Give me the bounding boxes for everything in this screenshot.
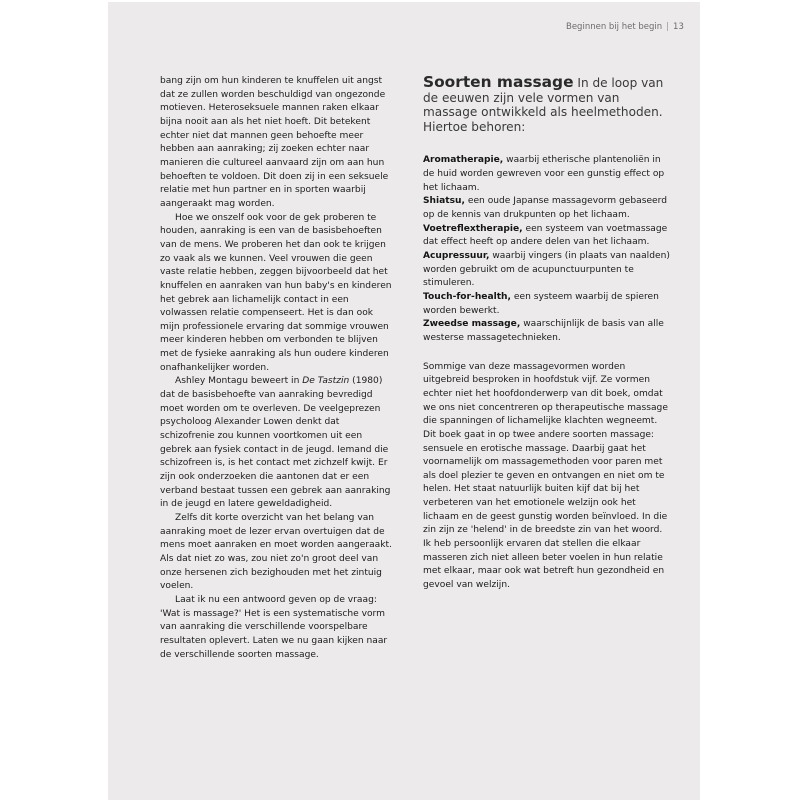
massage-description: waarbij vingers (in plaats van naalden) worden gebruikt om de acupunctuurpunten te stimuleren. <box>423 250 670 289</box>
list-item <box>423 250 673 291</box>
massage-description: een oude Japanse massagevorm gebaseerd op de kennis van drukpunten op het lichaam. <box>423 196 667 220</box>
massage-term: Touch-for-health, <box>423 291 511 302</box>
paragraph: bang zijn om hun kinderen te knuffelen uit angst dat ze zullen worden beschuldigd van ongezonde motieven. Heteroseksuele mannen raken elkaar bijna nooit aan als het niet hoeft. Dit betekent echter niet dat mannen geen behoefte meer hebben aan aanraking; zij zoeken echter naar manieren die cultureel aanvaard zijn om aan hun behoeften te voldoen. Dit doen zij in een seksuele relatie met hun partner en in sporten waarbij aangeraakt mag worden. <box>160 76 389 209</box>
paragraph: Hoe we onszelf ook voor de gek proberen te houden, aanraking is een van de basisbehoeften van de mens. We proberen het dan ook te krijgen zo vaak als we kunnen. Veel vrouwen die geen vaste relatie hebben, zeggen bijvoorbeeld dat het knuffelen en aanraken van hun baby's en kinderen het gebrek aan lichamelijk contact in een volwassen relatie compenseert. Het is dan ook mijn professionele ervaring dat sommige vrouwen meer kinderen hebben om verbonden te blijven met de fysieke aanraking als hun oudere kinderen onafhankelijker worden. <box>160 212 392 373</box>
paragraph: Laat ik nu een antwoord geven op de vraag: 'Wat is massage?' Het is een systematische vorm van aanraking die verschillende voorspelbare resultaten oplevert. Laten we nu gaan kijken naar de verschillende soorten massage. <box>160 594 388 660</box>
list-item <box>423 223 673 250</box>
massage-description: waarschijnlijk de basis van alle westerse massagetechnieken. <box>423 319 664 343</box>
left-column <box>160 75 392 662</box>
massage-term: Voetreflextherapie, <box>423 223 523 234</box>
massage-term: Acupressuur, <box>423 250 490 261</box>
massage-description: een systeem waarbij de spieren worden bewerkt. <box>423 291 659 316</box>
right-column <box>423 75 673 593</box>
section-lead: In de loop van de eeuwen zijn vele vormen van massage ontwikkeld als heelmethoden. Hiertoe behoren: <box>423 76 664 134</box>
right-body <box>423 361 673 593</box>
massage-term: Shiatsu, <box>423 196 465 207</box>
page-number: 13 <box>673 22 684 32</box>
running-header <box>566 22 684 32</box>
paragraph <box>160 375 392 512</box>
paragraph-text: (1980) dat de basisbehoefte van aanraking bevredigd moet worden om te overleven. De veelgeprezen psycholoog Alexander Lowen denkt dat schizofrenie zou kunnen voortkomen uit een gebrek aan fysiek contact in de jeugd. Iemand die schizofreen is, is het contact met zichzelf kwijt. Er zijn ook onderzoeken die aantonen dat er een verband bestaat tussen een gebrek aan aanraking in de jeugd en latere geweldadigheid. <box>160 376 391 510</box>
book-title: De Tastzin <box>302 376 350 387</box>
section-heading <box>423 75 673 134</box>
chapter-title: Beginnen bij het begin <box>566 22 663 32</box>
paragraph-text: Ashley Montagu beweert in <box>175 376 303 387</box>
list-item <box>423 154 673 195</box>
paragraph: Zelfs dit korte overzicht van het belang van aanraking moet de lezer ervan overtuigen dat de mens moet aanraken en moet worden aangeraakt. Als dat niet zo was, zou niet zo'n groot deel van onze hersenen zich bezighouden met het zintuig voelen. <box>160 513 392 592</box>
massage-description: een systeem van voetmassage dat effect heeft op andere delen van het lichaam. <box>423 223 668 248</box>
section-title: Soorten massage <box>423 73 574 91</box>
list-item <box>423 291 673 318</box>
massage-term: Aromatherapie, <box>423 155 504 166</box>
paragraph: Sommige van deze massagevormen worden uitgebreid besproken in hoofdstuk vijf. Ze vormen echter niet het hoofdonderwerp van dit boek, omdat we ons niet concentreren op therapeutische massage die spanningen of lichamelijke klachten wegneemt. Dit boek gaat in op twee andere soorten massage: sensuele en erotische massage. Daarbij gaat het voornamelijk om massagemethoden voor paren met als doel plezier te geven en ontvangen en niet om te helen. Het staat natuurlijk buiten kijf dat bij het verbeteren van het emotionele welzijn ook het lichaam en de geest gunstig worden beïnvloed. In die zin zijn ze 'helend' in de breedste zin van het woord. Ik heb persoonlijk ervaren dat stellen die elkaar masseren zich niet alleen beter voelen in hun relatie met elkaar, maar ook wat betreft hun gezondheid en gevoel van welzijn. <box>423 361 668 591</box>
massage-term: Zweedse massage, <box>423 319 521 330</box>
list-item <box>423 195 673 222</box>
massage-types-list <box>423 154 673 345</box>
header-separator: | <box>666 22 670 32</box>
list-item <box>423 318 673 345</box>
massage-description: waarbij etherische plantenoliën in de huid worden gewreven voor een gunstig effect op het lichaam. <box>423 155 665 193</box>
